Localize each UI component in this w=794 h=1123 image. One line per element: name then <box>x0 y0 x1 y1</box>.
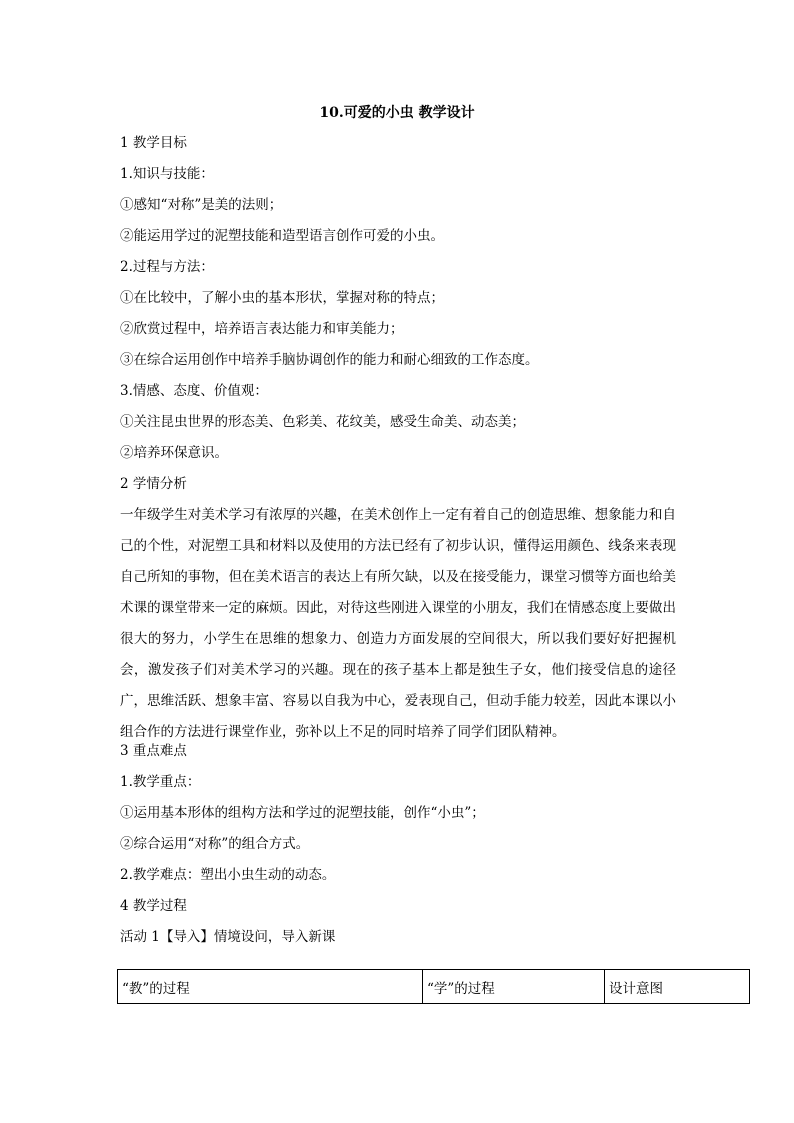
list-item: ②能运用学过的泥塑技能和造型语言创作可爱的小虫。 <box>120 228 444 244</box>
list-item: ②综合运用“对称”的组合方式。 <box>120 836 310 852</box>
list-item: ②欣赏过程中，培养语言表达能力和审美能力； <box>120 321 404 337</box>
table-row <box>118 970 750 1004</box>
subheading-knowledge-skills: 1.知识与技能： <box>120 166 214 182</box>
analysis-paragraph: 一年级学生对美术学习有浓厚的兴趣，在美术创作上一定有着自己的创造思维、想象能力和自己的个性，对泥塑工具和材料以及使用的方法已经有了初步认识，懂得运用颜色、线条来表现自己所知的事物，但在美术语言的表达上有所欠缺，以及在接受能力，课堂习惯等方面也给美术课的课堂带来一定的麻烦。因此，对待这些刚进入课堂的小朋友，我们在情感态度上要做出很大的努力，小学生在思维的想象力、创造力方面发展的空间很大，所以我们要好好把握机会，激发孩子们对美术学习的兴趣。现在的孩子基本上都是独生子女，他们接受信息的途径广，思维活跃、想象丰富、容易以自我为中心，爱表现自己，但动手能力较差，因此本课以小组合作的方法进行课堂作业，弥补以上不足的同时培养了同学们团队精神。 <box>120 507 676 740</box>
section-heading-key-points: 3 重点难点 <box>120 743 187 759</box>
table-header-learning: “学”的过程 <box>423 970 605 1004</box>
activity-title: 活动 1【导入】情境设问，导入新课 <box>120 929 336 945</box>
section-heading-analysis: 2 学情分析 <box>120 476 187 492</box>
section-heading-process: 4 教学过程 <box>120 898 187 914</box>
list-item: ①在比较中，了解小虫的基本形状，掌握对称的特点； <box>120 290 444 306</box>
subheading-teaching-focus: 1.教学重点： <box>120 774 201 790</box>
list-item: ①运用基本形体的组构方法和学过的泥塑技能，创作“小虫”； <box>120 805 485 821</box>
list-item: ①关注昆虫世界的形态美、色彩美、花纹美，感受生命美、动态美； <box>120 414 525 430</box>
document-body <box>120 134 676 959</box>
list-item: ②培养环保意识。 <box>120 445 228 461</box>
table-header-design-intent: 设计意图 <box>605 970 750 1004</box>
subheading-process-methods: 2.过程与方法： <box>120 259 214 275</box>
section-heading-objectives: 1 教学目标 <box>120 135 187 151</box>
lesson-table <box>117 969 750 1004</box>
table-header-teaching: “教”的过程 <box>118 970 423 1004</box>
list-item: ③在综合运用创作中培养手脑协调创作的能力和耐心细致的工作态度。 <box>120 352 539 368</box>
list-item: ①感知“对称”是美的法则； <box>120 197 283 213</box>
subheading-emotion-values: 3.情感、态度、价值观： <box>120 383 268 399</box>
teaching-difficulty: 2.教学难点：塑出小虫生动的动态。 <box>120 867 336 883</box>
document-title: 10.可爱的小虫 教学设计 <box>319 105 475 121</box>
